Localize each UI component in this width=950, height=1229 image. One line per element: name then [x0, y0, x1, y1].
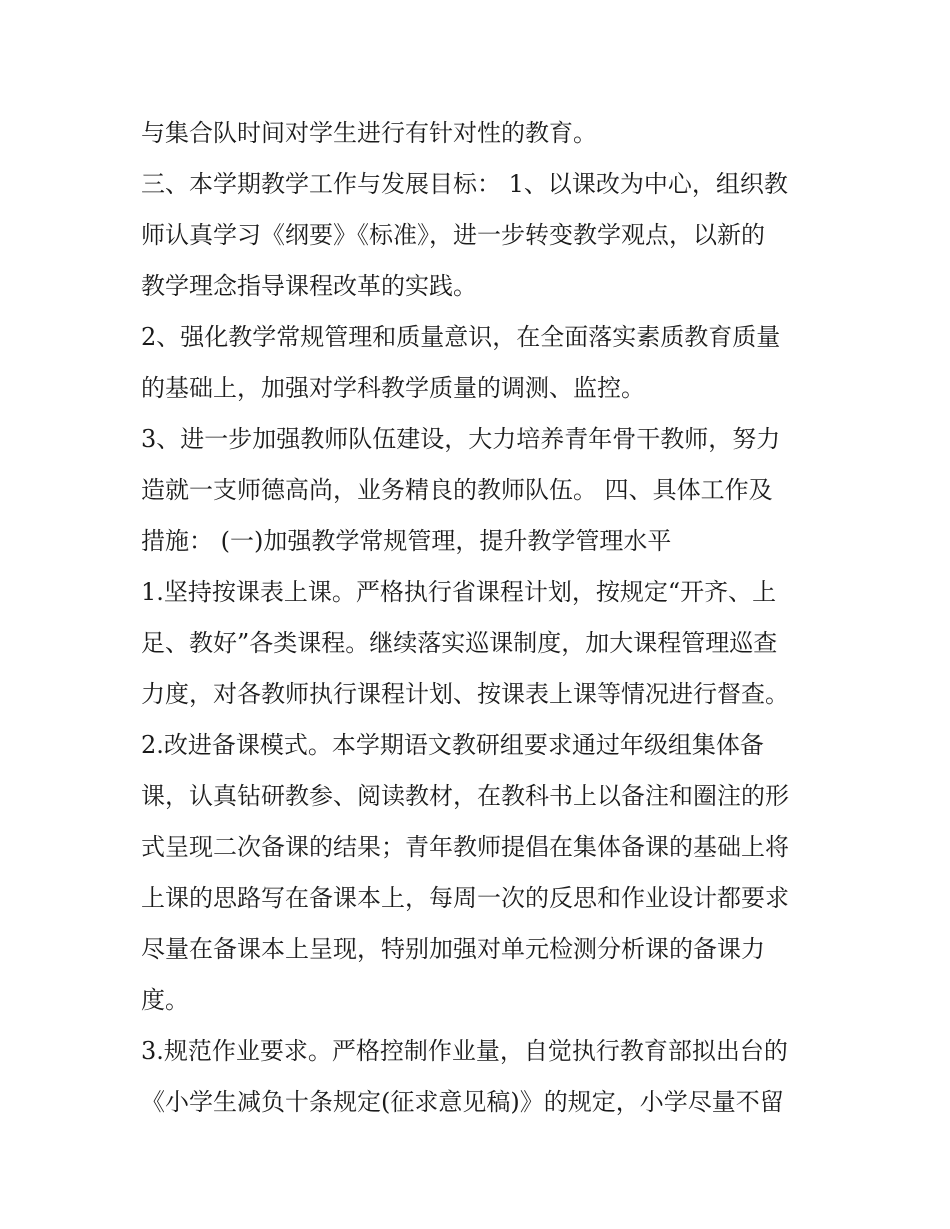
text-line-14: 课，认真钻研教参、阅读教材，在教科书上以备注和圈注的形: [141, 782, 789, 810]
text-line-20: 《小学生减负十条规定(征求意见稿)》的规定，小学尽量不留: [141, 1088, 784, 1116]
text-line-4: 教学理念指导课程改革的实践。: [141, 272, 477, 300]
text-line-6: 的基础上，加强对学科教学质量的调测、监控。: [141, 374, 645, 402]
text-line-8: 造就一支师德高尚，业务精良的教师队伍。 四、具体工作及: [141, 476, 773, 504]
text-line-19: 3.规范作业要求。严格控制作业量，自觉执行教育部拟出台的: [141, 1037, 788, 1065]
body-text: [141, 108, 821, 1128]
text-line-7: 3、进一步加强教师队伍建设，大力培养青年骨干教师，努力: [141, 425, 781, 453]
text-line-5: 2、强化教学常规管理和质量意识，在全面落实素质教育质量: [141, 323, 781, 351]
text-line-10: 1.坚持按课表上课。严格执行省课程计划，按规定“开齐、上: [141, 578, 777, 606]
text-line-16: 上课的思路写在备课本上，每周一次的反思和作业设计都要求: [141, 884, 789, 912]
text-line-18: 度。: [141, 986, 189, 1014]
text-line-17: 尽量在备课本上呈现，特别加强对单元检测分析课的备课力: [141, 935, 765, 963]
text-line-1: 与集合队时间对学生进行有针对性的教育。: [141, 119, 597, 147]
text-line-15: 式呈现二次备课的结果；青年教师提倡在集体备课的基础上将: [141, 833, 789, 861]
text-line-9: 措施： (一)加强教学常规管理，提升教学管理水平: [141, 527, 672, 555]
text-line-13: 2.改进备课模式。本学期语文教研组要求通过年级组集体备: [141, 731, 764, 759]
text-line-3: 师认真学习《纲要》《标准》，进一步转变教学观点，以新的: [141, 221, 765, 249]
text-line-12: 力度，对各教师执行课程计划、按课表上课等情况进行督查。: [141, 680, 789, 708]
text-line-11: 足、教好”各类课程。继续落实巡课制度，加大课程管理巡查: [141, 629, 778, 657]
text-line-2: 三、本学期教学工作与发展目标： 1、以课改为中心，组织教: [141, 170, 788, 198]
